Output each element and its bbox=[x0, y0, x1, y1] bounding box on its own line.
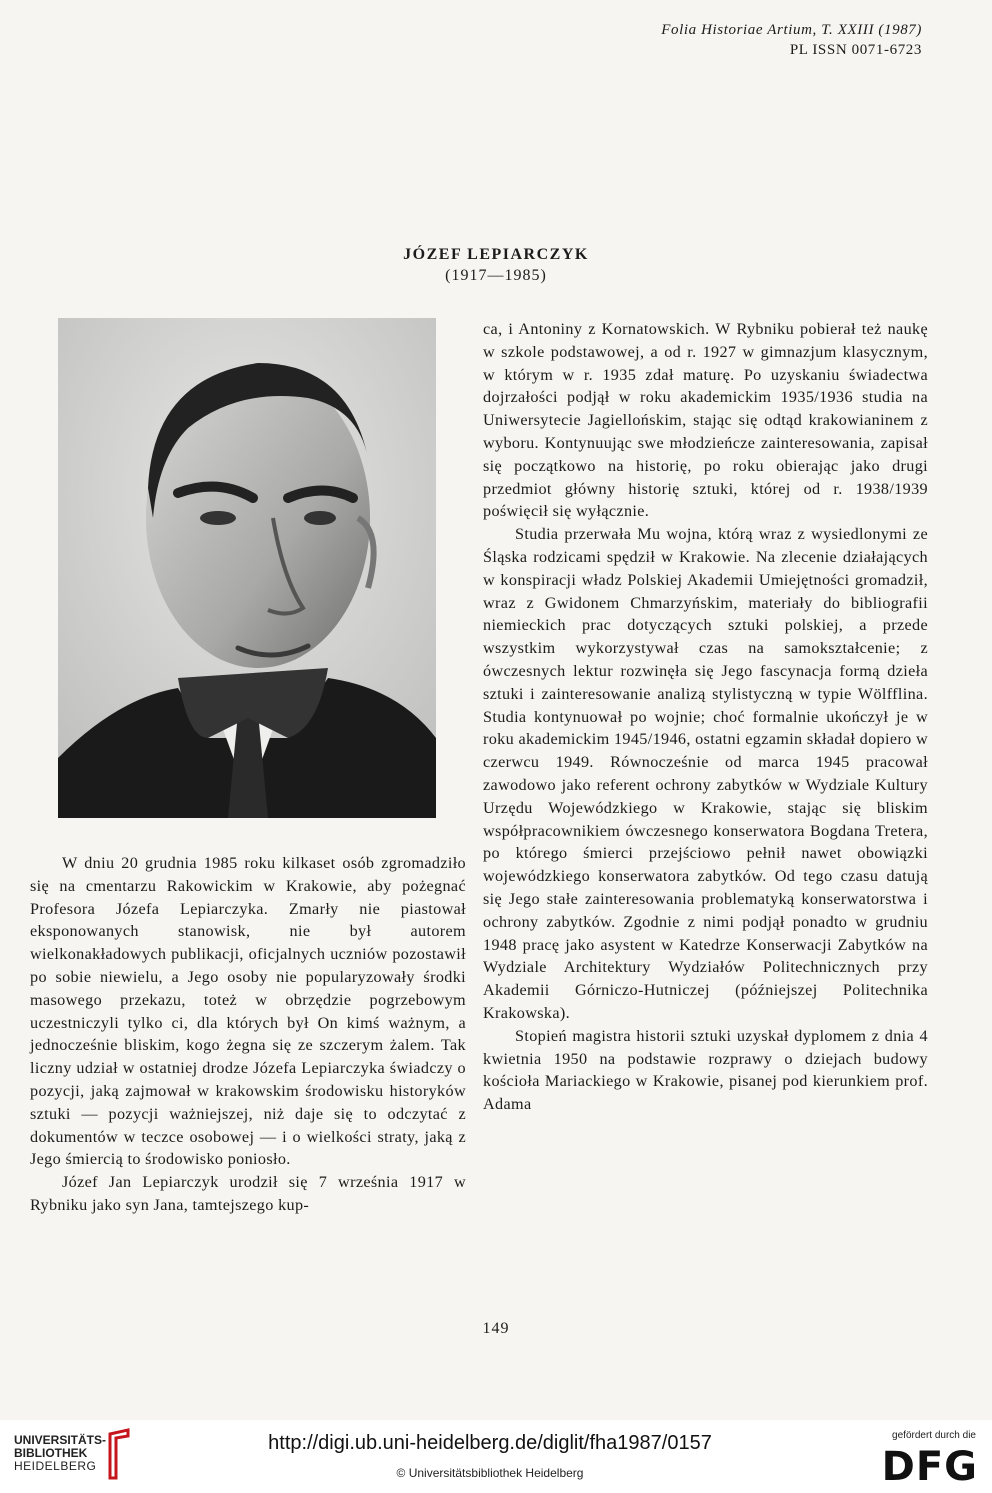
copyright-notice: © Universitätsbibliothek Heidelberg bbox=[396, 1466, 584, 1480]
library-name-line3: HEIDELBERG bbox=[14, 1459, 97, 1473]
funding-note: gefördert durch die bbox=[892, 1430, 976, 1441]
journal-citation: Folia Historiae Artium, T. XXIII (1987) bbox=[661, 22, 922, 38]
portrait-illustration bbox=[58, 318, 436, 818]
library-name-line2: BIBLIOTHEK bbox=[14, 1446, 88, 1460]
paragraph: Studia przerwała Mu wojna, którą wraz z wysiedlonymi ze Śląska rodzicami spędził w Krakowie. Na zlecenie działających w konspiracji władz Polskiej Akademii Umiejętności gromadził, wraz z Gwidonem Chmarzyńskim, materiały do bibliografii niemieckich prac dotyczących sztuki polskiej, a przede wszystkim wykorzystywał czas na samokształcenie; z ówczesnych lektur rozwinęła się Jego fascynacja formą dzieła sztuki i zainteresowanie analizą stylistyczną w typie Wölfflina. Studia kontynuował po wojnie; choć formalnie ukończył je w roku akademickim 1945/1946, ostatni egzamin składał dopiero w czerwcu 1949. Równocześnie od marca 1945 pracował zawodowo jako referent ochrony zabytków w Wydziale Kultury Urzędu Wojewódzkiego w Krakowie, stając się bliskim współpracownikiem ówczesnego konserwatora Bogdana Tretera, po którego śmierci przejściowo pełnił nawet obowiązki wojewódzkiego konserwatora zabytków. Od tego czasu datują się Jego stałe zainteresowania problematyką konserwatorstwa i ochrony zabytków. Zgodnie z nimi podjął ponadto w grudniu 1948 pracę jako asystent w Katedrze Konserwacji Zabytków na Wydziale Architektury Wydziałów Politechnicznych przy Akademii Górniczo-Hutniczej (późniejszej Politechnika Krakowska). bbox=[483, 525, 928, 1022]
running-header bbox=[661, 20, 922, 60]
footer-bar bbox=[0, 1420, 992, 1493]
right-column bbox=[483, 318, 928, 1116]
paragraph: Józef Jan Lepiarczyk urodził się 7 września 1917 w Rybniku jako syn Jana, tamtejszego kup- bbox=[30, 1173, 466, 1214]
library-mark-icon bbox=[102, 1428, 132, 1480]
left-column bbox=[30, 852, 466, 1217]
life-years: (1917—1985) bbox=[445, 267, 547, 284]
paragraph: W dniu 20 grudnia 1985 roku kilkaset osób zgromadziło się na cmentarzu Rakowickim w Krakowie, aby pożegnać Profesora Józefa Lepiarczyka. Zmarły nie piastował eksponowanych stanowisk, nie był autorem wielkonakładowych publikacji, oficjalnych uczniów pozostawił po sobie niewielu, a Jego osoby nie popularyzowały środki masowego przekazu, toteż w obrzędzie pogrzebowym uczestniczyli tylko ci, dla których był On kimś ważnym, a jednocześnie bliskim, kogo żegna się ze szczerym żalem. Tak liczny udział w ostatniej drodze Józefa Lepiarczyka świadczy o pozycji, jaką zajmował w krakowskim środowisku historyków sztuki — pozycji ważniejszej, niż daje się to odczytać z dokumentów w teczce osobowej — i o wielkości straty, jaką z Jego śmiercią to środowisko poniosło. bbox=[30, 854, 466, 1169]
paragraph: Stopień magistra historii sztuki uzyskał dyplomem z dnia 4 kwietnia 1950 na podstawie rozprawy o dziejach budowy kościoła Mariackiego w Krakowie, pisanej pod kierunkiem prof. Adama bbox=[483, 1026, 928, 1114]
dfg-logo[interactable]: DFG bbox=[881, 1444, 978, 1490]
permalink-url[interactable]: http://digi.ub.uni-heidelberg.de/diglit/fha1987/0157 bbox=[268, 1432, 712, 1454]
portrait-photo bbox=[58, 318, 436, 818]
library-logo[interactable] bbox=[14, 1434, 106, 1473]
page-number: 149 bbox=[482, 1320, 510, 1337]
paragraph: ca, i Antoniny z Kornatowskich. W Rybniku pobierał też naukę w szkole podstawowej, a od r. 1927 w gimnazjum klasycznym, w którym w r. 1935 zdał maturę. Po uzyskaniu świadectwa dojrzałości podjął w roku akademickim 1935/1936 studia na Uniwersytecie Jagiellońskim, stając się odtąd krakowianinem z wyboru. Kontynuując swe młodzieńcze zainteresowania, zapisał się początkowo na historię, po roku obierając jako drugi przedmiot główny historię sztuki, której od r. 1938/1939 poświęcił się wyłącznie. bbox=[483, 320, 928, 521]
article-title: JÓZEF LEPIARCZYK bbox=[403, 246, 589, 263]
issn: PL ISSN 0071-6723 bbox=[789, 42, 922, 58]
library-name-line1: UNIVERSITÄTS- bbox=[14, 1433, 107, 1447]
